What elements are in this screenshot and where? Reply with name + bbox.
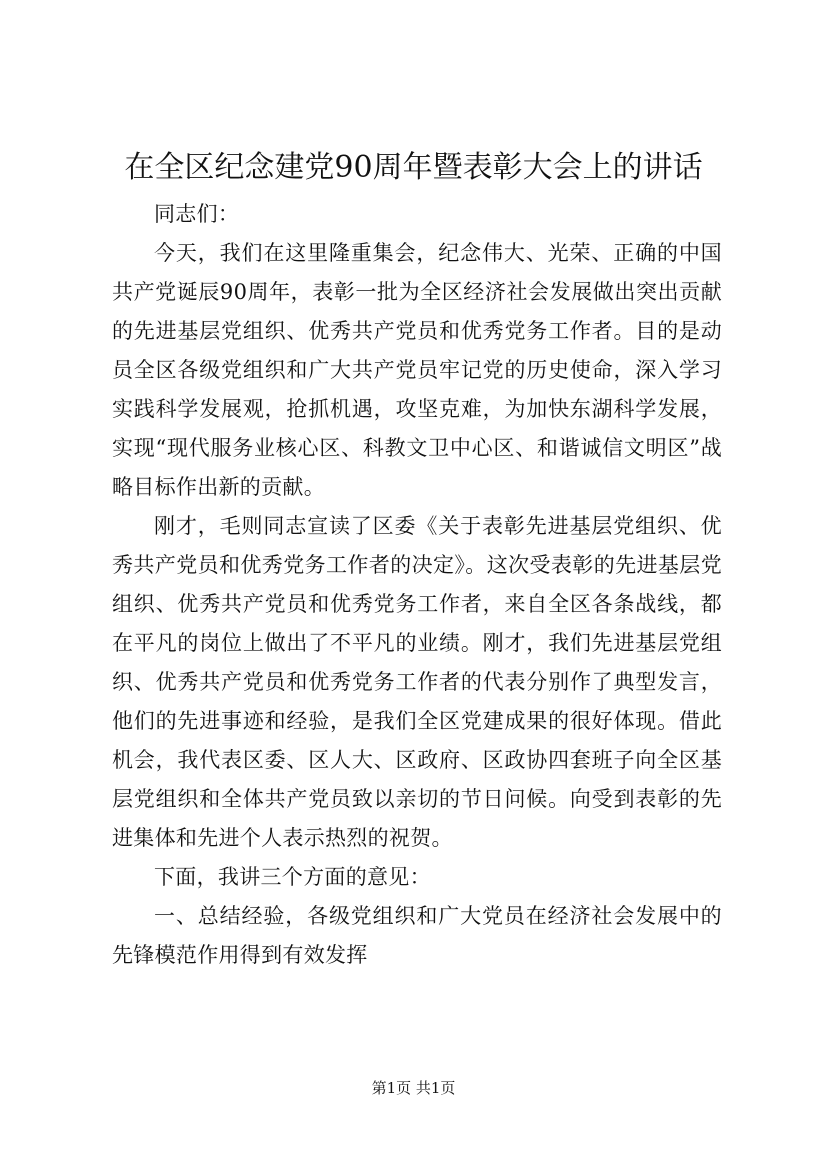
section-heading-1: 一、总结经验，各级党组织和广大党员在经济社会发展中的先锋模范作用得到有效发挥	[112, 904, 722, 967]
paragraph-commendation: 刚才，毛则同志宣读了区委《关于表彰先进基层党组织、优秀共产党员和优秀党务工作者的决定》。这次受表彰的先进基层党组织、优秀共产党员和优秀党务工作者，来自全区各条战线，都在平凡的岗位上做出了不平凡的业绩。刚才，我们先进基层党组织、优秀共产党员和优秀党务工作者的代表分别作了典型发言，他们的先进事迹和经验，是我们全区党建成果的很好体现。借此机会，我代表区委、区人大、区政府、区政协四套班子向全区基层党组织和全体共产党员致以亲切的节日问候。向受到表彰的先进集体和先进个人表示热烈的祝贺。	[112, 514, 722, 850]
paragraph-outline: 下面，我讲三个方面的意见：	[154, 865, 431, 889]
salutation: 同志们：	[154, 202, 240, 226]
page-number: 第1页 共1页	[371, 1079, 456, 1097]
document-body	[112, 195, 722, 975]
paragraph-intro: 今天，我们在这里隆重集会，纪念伟大、光荣、正确的中国共产党诞辰90周年，表彰一批为全区经济社会发展做出突出贡献的先进基层党组织、优秀共产党员和优秀党务工作者。目的是动员全区各级党组织和广大共产党员牢记党的历史使命，深入学习实践科学发展观，抢抓机遇，攻坚克难，为加快东湖科学发展，实现“现代服务业核心区、科教文卫中心区、和谐诚信文明区”战略目标作出新的贡献。	[112, 241, 722, 499]
document-title: 在全区纪念建党90周年暨表彰大会上的讲话	[124, 150, 703, 185]
